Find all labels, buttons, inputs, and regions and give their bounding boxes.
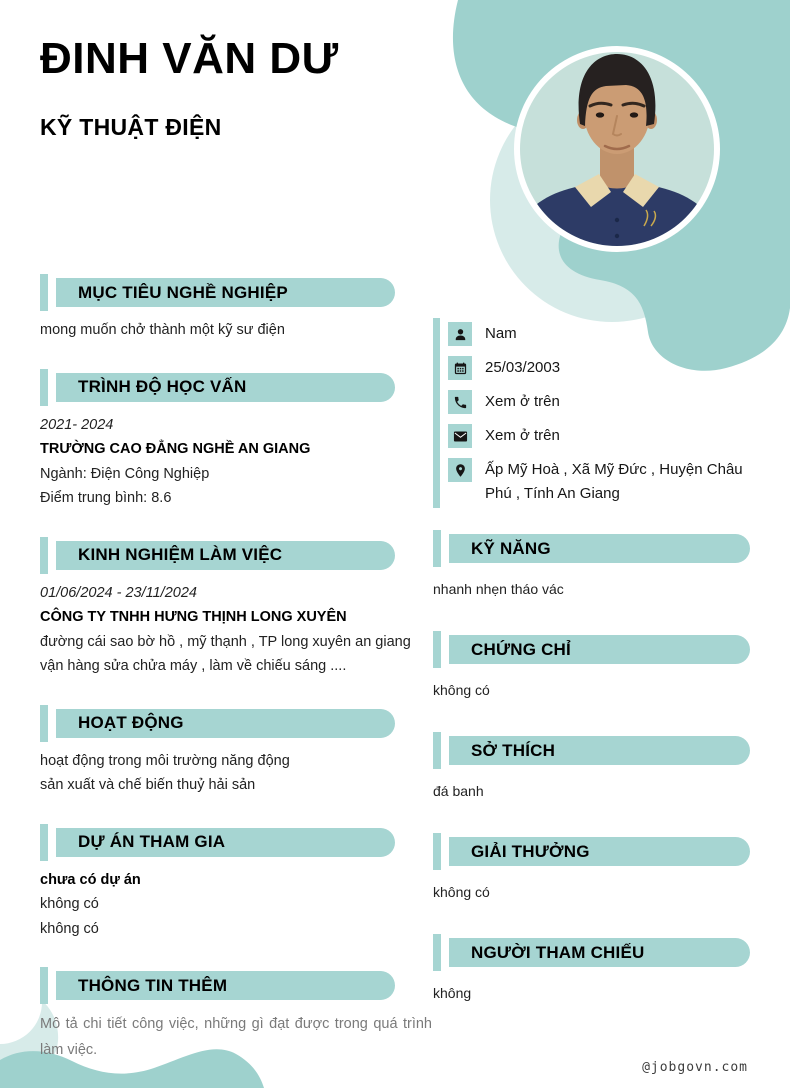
- section-title: CHỨNG CHỈ: [471, 639, 571, 659]
- section-line: Ngành: Điện Công Nghiệp: [40, 465, 210, 482]
- section-line: chưa có dự án: [40, 871, 141, 888]
- section-title: KỸ NĂNG: [471, 538, 551, 558]
- section-title-pill: [449, 635, 750, 664]
- section: [40, 705, 432, 798]
- section-header: [40, 537, 395, 574]
- right-sections: [433, 530, 750, 1005]
- section: [433, 631, 750, 702]
- section-title-pill: [56, 373, 395, 402]
- section-accent-bar: [40, 705, 48, 742]
- section-line: nhanh nhẹn tháo vác: [433, 581, 564, 597]
- section-header: [40, 967, 395, 1004]
- section-title: MỤC TIÊU NGHỀ NGHIỆP: [78, 282, 288, 302]
- contact-item-text: Xem ở trên: [485, 427, 560, 444]
- contact-item-text: 25/03/2003: [485, 359, 561, 376]
- section-body: [40, 574, 432, 679]
- section-header: [40, 369, 395, 406]
- section-accent-bar: [40, 369, 48, 406]
- section-line: không: [433, 985, 472, 1001]
- section-header: [40, 824, 395, 861]
- section-body: [433, 971, 750, 1005]
- section-body: [40, 742, 432, 798]
- section-line: 01/06/2024 - 23/11/2024: [40, 584, 197, 601]
- job-title-heading: KỸ THUẬT ĐIỆN: [40, 114, 222, 141]
- section: [40, 537, 432, 679]
- section-accent-bar: [40, 824, 48, 861]
- section-body: [433, 668, 750, 702]
- contact-item: [448, 356, 750, 380]
- section-accent-bar: [433, 631, 441, 668]
- left-column: [40, 274, 432, 1088]
- section-title-pill: [56, 709, 395, 738]
- contact-item-text: Nam: [485, 325, 517, 342]
- section: [40, 274, 432, 343]
- section-line: 2021- 2024: [40, 416, 114, 433]
- section-body: [40, 1004, 432, 1063]
- section-line: sản xuất và chế biến thuỷ hải sản: [40, 777, 256, 793]
- user-icon: [448, 322, 472, 346]
- section-line: TRƯỜNG CAO ĐẲNG NGHỀ AN GIANG: [40, 441, 311, 457]
- section-title: THÔNG TIN THÊM: [78, 975, 228, 995]
- contact-item: [448, 322, 750, 346]
- section-line: không có: [40, 920, 99, 937]
- name-block: [40, 36, 440, 141]
- section-header: [433, 833, 750, 870]
- section-header: [433, 631, 750, 668]
- section-title: NGƯỜI THAM CHIẾU: [471, 942, 645, 962]
- right-column: [433, 318, 750, 1035]
- section-title-pill: [56, 278, 395, 307]
- section: [40, 824, 432, 942]
- section-title: TRÌNH ĐỘ HỌC VẤN: [78, 377, 247, 396]
- name-heading: ĐINH VĂN DƯ: [40, 34, 339, 83]
- email-icon: [448, 424, 472, 448]
- section-header: [433, 732, 750, 769]
- section-header: [40, 274, 395, 311]
- section: [40, 369, 432, 511]
- section-line: không có: [433, 682, 490, 698]
- section-header: [433, 934, 750, 971]
- section-accent-bar: [433, 934, 441, 971]
- phone-icon: [448, 390, 472, 414]
- section-body: [433, 769, 750, 803]
- section-accent-bar: [40, 537, 48, 574]
- section-title: DỰ ÁN THAM GIA: [78, 832, 226, 851]
- section-title-pill: [56, 971, 395, 1000]
- section-line: đá banh: [433, 783, 484, 799]
- section: [433, 530, 750, 601]
- section-line: hoạt động trong môi trường năng động: [40, 752, 290, 769]
- contact-item: [448, 424, 750, 448]
- section-title-pill: [449, 534, 750, 563]
- section: [433, 732, 750, 803]
- section-accent-bar: [40, 274, 48, 311]
- section-title: GIẢI THƯỞNG: [471, 841, 590, 861]
- section-title-pill: [56, 828, 395, 857]
- contact-card: [433, 318, 750, 508]
- section-title: KINH NGHIỆM LÀM VIỆC: [78, 545, 283, 564]
- section: [433, 833, 750, 904]
- calendar-icon: [448, 356, 472, 380]
- contact-item: [448, 458, 750, 506]
- section-title-pill: [56, 541, 395, 570]
- section-accent-bar: [40, 967, 48, 1004]
- section-title: HOẠT ĐỘNG: [78, 713, 184, 732]
- section-header: [433, 530, 750, 567]
- section-body: [433, 870, 750, 904]
- location-icon: [448, 458, 472, 482]
- section-title-pill: [449, 938, 750, 967]
- contact-item-text: Ấp Mỹ Hoà , Xã Mỹ Đức , Huyện Châu Phú , Tính An Giang: [485, 461, 743, 502]
- section-header: [40, 705, 395, 742]
- section-accent-bar: [433, 732, 441, 769]
- section-title: SỞ THÍCH: [471, 740, 556, 760]
- section: [40, 967, 432, 1063]
- section-line: CÔNG TY TNHH HƯNG THỊNH LONG XUYÊN: [40, 609, 347, 625]
- section-title-pill: [449, 736, 750, 765]
- contact-item-text: Xem ở trên: [485, 393, 560, 410]
- section-body: [40, 406, 432, 511]
- contact-item: [448, 390, 750, 414]
- section-body: [40, 311, 432, 343]
- section-body: [433, 567, 750, 601]
- section-line: vận hàng sửa chửa máy , làm về chiếu sáng ....: [40, 658, 347, 674]
- section-line: không có: [433, 884, 490, 900]
- section-accent-bar: [433, 530, 441, 567]
- section-line: không có: [40, 896, 99, 912]
- section-line: Điểm trung bình: 8.6: [40, 490, 172, 506]
- section-line: Mô tả chi tiết công việc, những gì đạt được trong quá trình làm việc.: [40, 1016, 432, 1058]
- footer-watermark: @jobgovn.com: [642, 1060, 748, 1075]
- section-line: đường cái sao bờ hồ , mỹ thạnh , TP long xuyên an giang: [40, 633, 411, 650]
- section-title-pill: [449, 837, 750, 866]
- section: [433, 934, 750, 1005]
- section-body: [40, 861, 432, 942]
- section-line: mong muốn chở thành một kỹ sư điện: [40, 322, 285, 338]
- section-accent-bar: [433, 833, 441, 870]
